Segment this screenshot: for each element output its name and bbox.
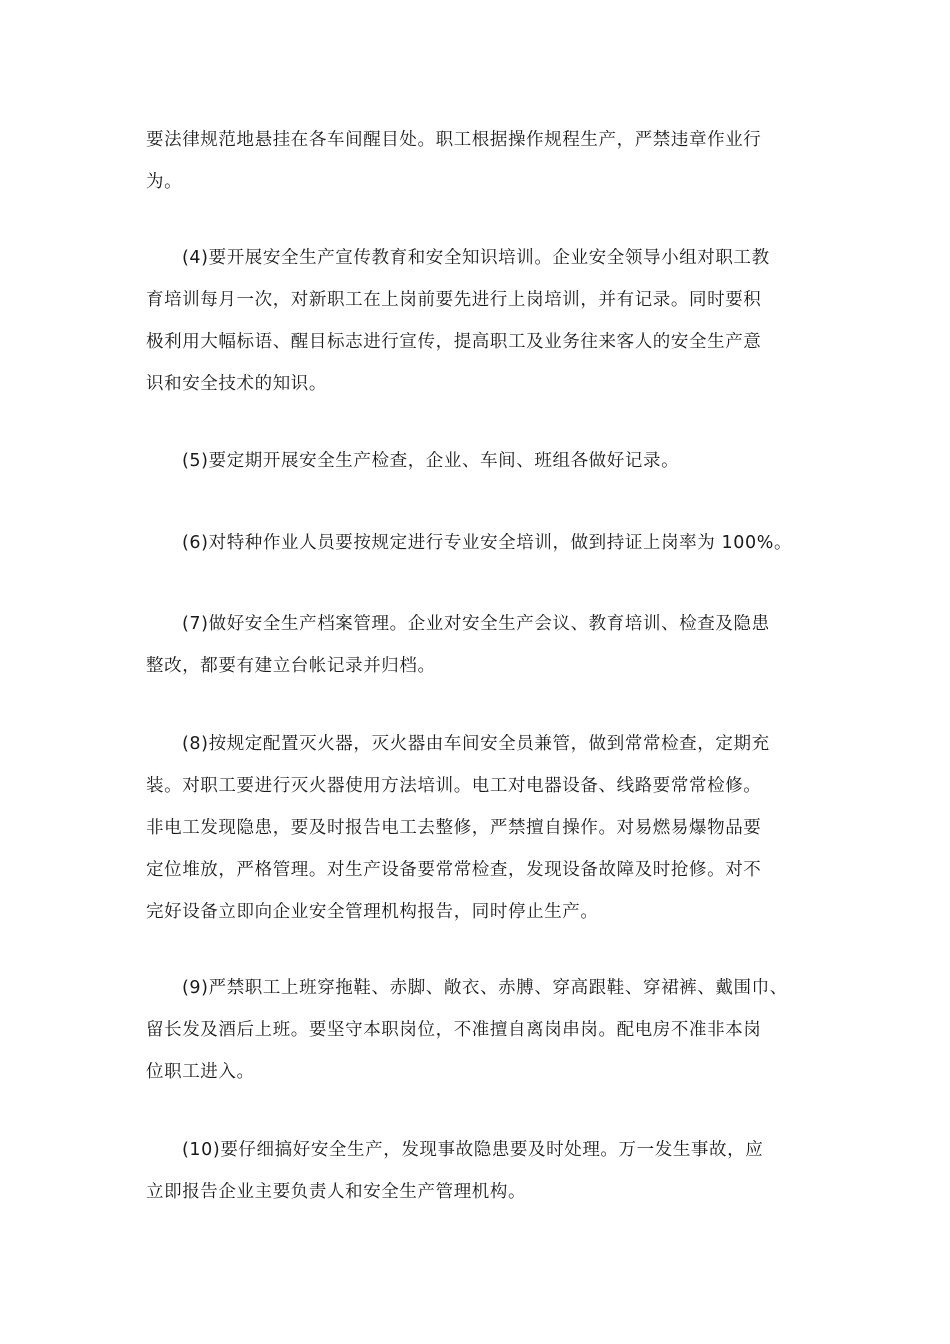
text-line: 育培训每月一次，对新职工在上岗前要先进行上岗培训，并有记录。同时要积: [146, 290, 762, 310]
paragraph-item-9: [146, 967, 808, 1093]
text-line: 识和安全技术的知识。: [146, 374, 327, 394]
paragraph-item-10: [146, 1129, 808, 1213]
paragraph-item-7: [146, 603, 808, 687]
text-line: (7)做好安全生产档案管理。企业对安全生产会议、教育培训、检查及隐患: [182, 614, 770, 634]
paragraph-item-4: [146, 237, 808, 405]
text-line: 留长发及酒后上班。要坚守本职岗位，不准擅自离岗串岗。配电房不准非本岗: [146, 1020, 762, 1040]
paragraph-item-5: [146, 440, 808, 482]
text-line: 整改，都要有建立台帐记录并归档。: [146, 656, 436, 676]
paragraph-continuation: [146, 119, 808, 203]
text-line: 位职工进入。: [146, 1062, 255, 1082]
text-line: (9)严禁职工上班穿拖鞋、赤脚、敞衣、赤膊、穿高跟鞋、穿裙裤、戴围巾、: [182, 978, 788, 998]
text-line: 非电工发现隐患，要及时报告电工去整修，严禁擅自操作。对易燃易爆物品要: [146, 818, 762, 838]
text-line: 为。: [146, 172, 183, 192]
text-line: 装。对职工要进行灭火器使用方法培训。电工对电器设备、线路要常常检修。: [146, 776, 762, 796]
paragraph-item-6: [146, 522, 808, 564]
text-line: (10)要仔细搞好安全生产，发现事故隐患要及时处理。万一发生事故，应: [182, 1140, 764, 1160]
text-line: 完好设备立即向企业安全管理机构报告，同时停止生产。: [146, 902, 599, 922]
text-line: 要法律规范地悬挂在各车间醒目处。职工根据操作规程生产，严禁违章作业行: [146, 130, 762, 150]
text-line: (5)要定期开展安全生产检查，企业、车间、班组各做好记录。: [182, 451, 680, 471]
paragraph-item-8: [146, 723, 808, 933]
text-line: 定位堆放，严格管理。对生产设备要常常检查，发现设备故障及时抢修。对不: [146, 860, 762, 880]
text-line: (4)要开展安全生产宣传教育和安全知识培训。企业安全领导小组对职工教: [182, 248, 770, 268]
text-line: (8)按规定配置灭火器，灭火器由车间安全员兼管，做到常常检查，定期充: [182, 734, 770, 754]
text-line: 极利用大幅标语、醒目标志进行宣传，提高职工及业务往来客人的安全生产意: [146, 332, 762, 352]
text-line: (6)对特种作业人员要按规定进行专业安全培训，做到持证上岗率为 100%。: [182, 533, 793, 553]
text-line: 立即报告企业主要负责人和安全生产管理机构。: [146, 1182, 527, 1202]
